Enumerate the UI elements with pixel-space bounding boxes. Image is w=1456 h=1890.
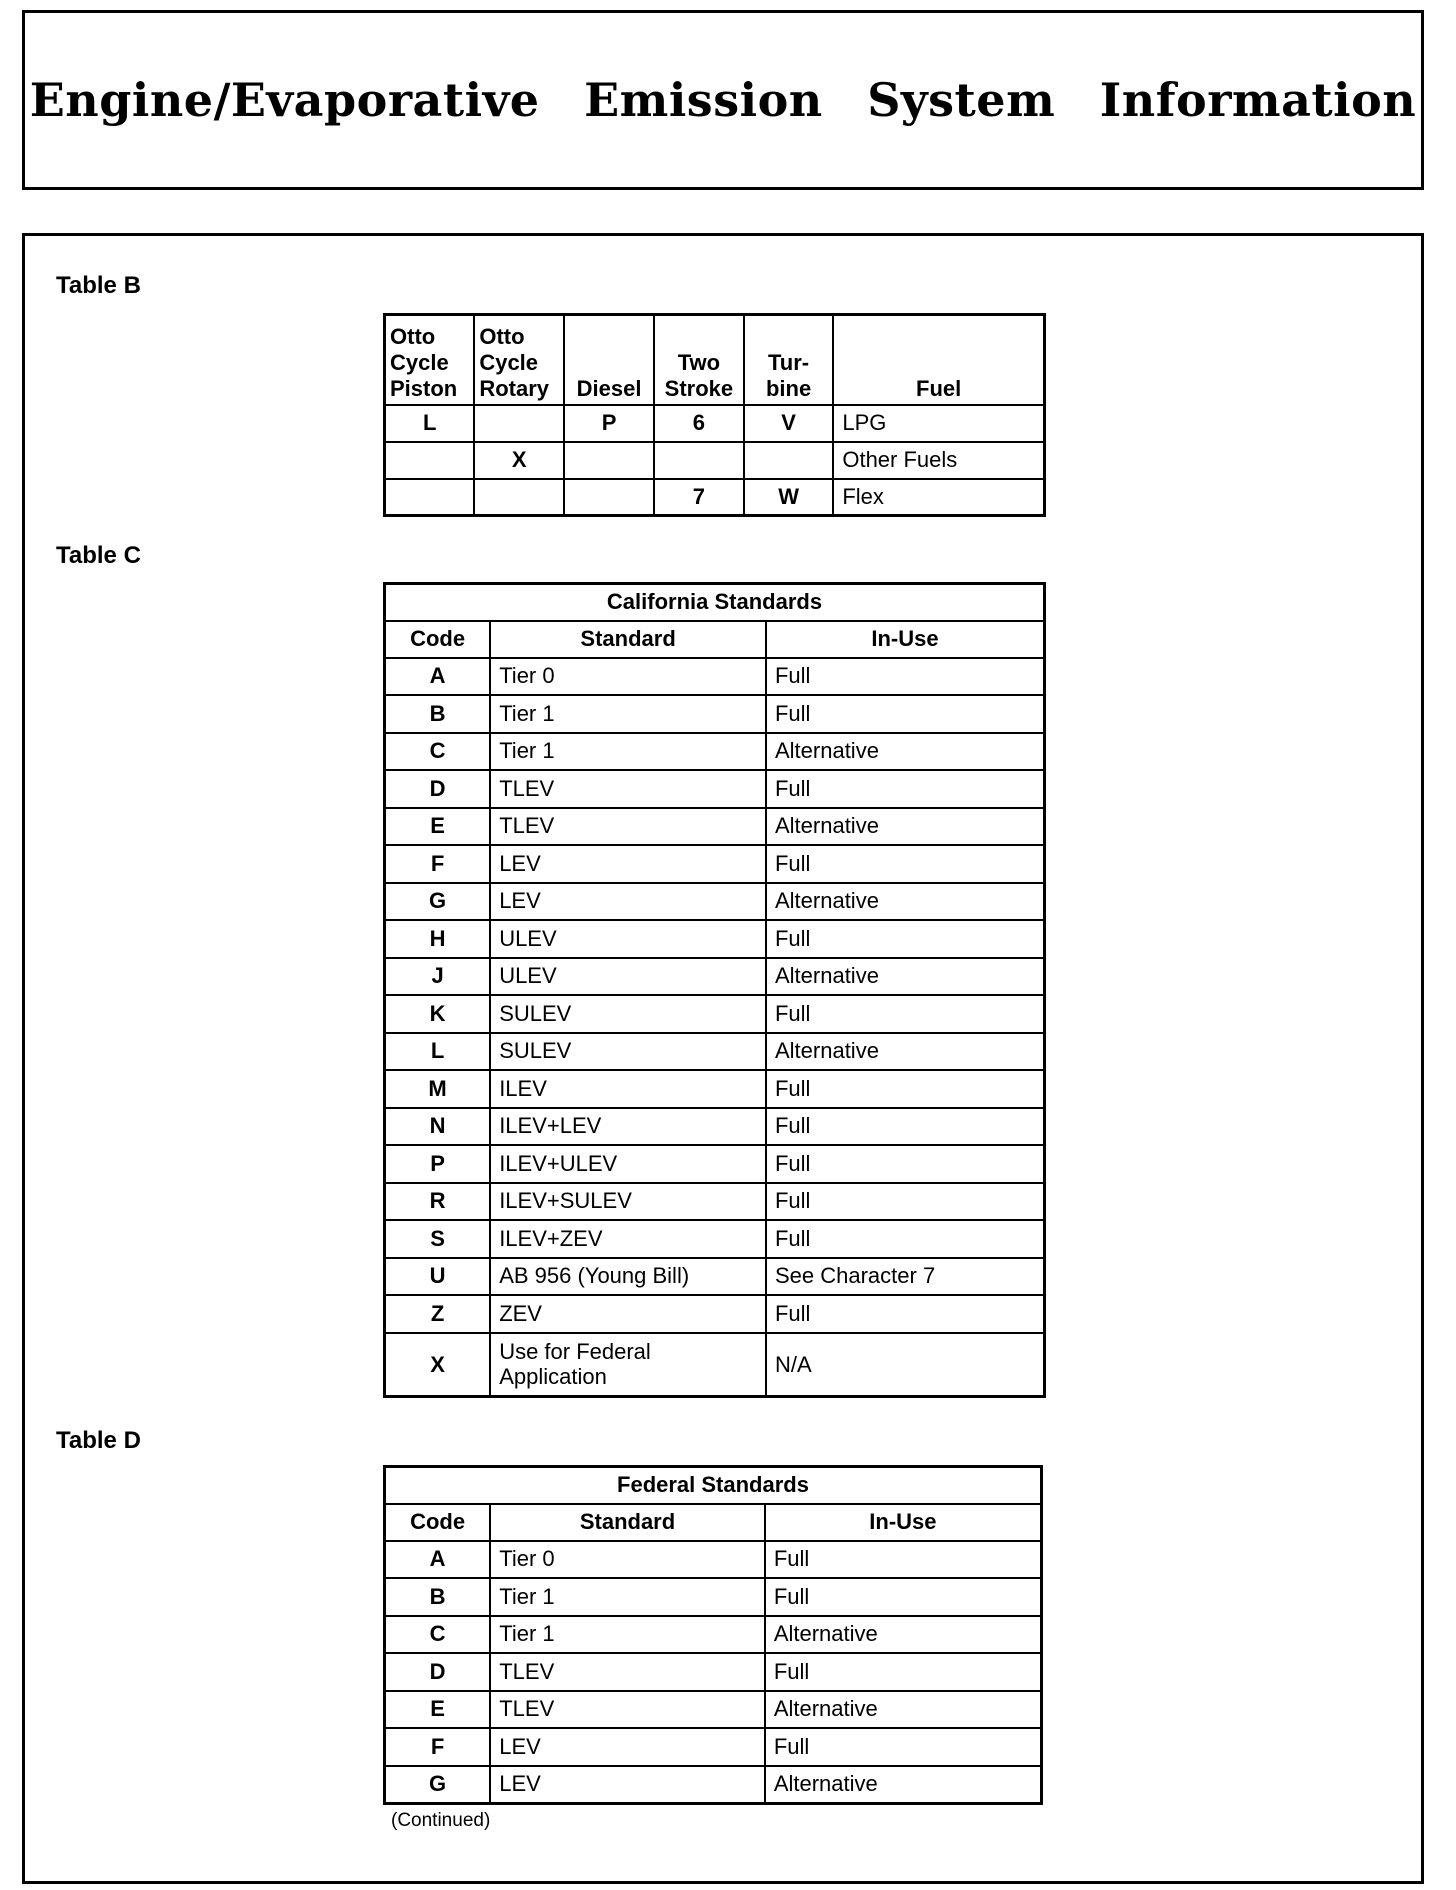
- table-c-row: [385, 1070, 1045, 1108]
- table-d-header-row: [385, 1504, 1042, 1541]
- table-b-header-row: [385, 315, 1045, 405]
- table-c-row: [385, 770, 1045, 808]
- table-c-row: [385, 883, 1045, 921]
- table-c-cell: Full: [766, 1295, 1045, 1333]
- table-b-cell: [474, 405, 564, 442]
- table-d-row: [385, 1691, 1042, 1729]
- table-d-header-in-use: In-Use: [765, 1504, 1042, 1541]
- table-c-cell: Alternative: [766, 958, 1045, 996]
- table-c-cell: Full: [766, 1183, 1045, 1221]
- table-c-row: [385, 1258, 1045, 1296]
- table-c-cell: H: [385, 920, 491, 958]
- table-b-cell: P: [564, 405, 654, 442]
- table-b-cell: W: [744, 479, 834, 516]
- table-d-cell: G: [385, 1766, 491, 1804]
- table-c-cell: ILEV+ZEV: [490, 1220, 766, 1258]
- table-c-cell: N/A: [766, 1333, 1045, 1397]
- table-b-cell: 6: [654, 405, 744, 442]
- table-c-cell: Alternative: [766, 733, 1045, 771]
- table-d-cell: TLEV: [490, 1691, 765, 1729]
- table-c-cell: ILEV+SULEV: [490, 1183, 766, 1221]
- table-c-cell: SULEV: [490, 1033, 766, 1071]
- table-d-cell: Tier 1: [490, 1578, 765, 1616]
- header-text: Two Stroke: [664, 349, 734, 401]
- table-c-cell: S: [385, 1220, 491, 1258]
- table-d-cell: Full: [765, 1653, 1042, 1691]
- table-c-cell: X: [385, 1333, 491, 1397]
- table-c-cell: C: [385, 733, 491, 771]
- table-c-row: [385, 1033, 1045, 1071]
- table-c-cell: M: [385, 1070, 491, 1108]
- table-c-cell: F: [385, 845, 491, 883]
- table-c-cell: LEV: [490, 883, 766, 921]
- table-c-cell: Full: [766, 995, 1045, 1033]
- table-c-header-row: [385, 621, 1045, 658]
- table-c-header-code: Code: [385, 621, 491, 658]
- table-d-cell: D: [385, 1653, 491, 1691]
- table-c-cell: Full: [766, 695, 1045, 733]
- table-d-cell: TLEV: [490, 1653, 765, 1691]
- table-c-cell: E: [385, 808, 491, 846]
- table-c-cell: Z: [385, 1295, 491, 1333]
- table-d: [383, 1465, 1043, 1805]
- table-c-cell: D: [385, 770, 491, 808]
- table-d-label: Table D: [56, 1427, 141, 1454]
- table-c-cell: Alternative: [766, 808, 1045, 846]
- table-d-cell: LEV: [490, 1766, 765, 1804]
- table-c-cell: ILEV+ULEV: [490, 1145, 766, 1183]
- table-c-caption-row: [385, 584, 1045, 621]
- table-c-cell: AB 956 (Young Bill): [490, 1258, 766, 1296]
- table-c-cell: TLEV: [490, 808, 766, 846]
- table-c-cell: Full: [766, 658, 1045, 696]
- table-c-cell: SULEV: [490, 995, 766, 1033]
- table-c-row: [385, 658, 1045, 696]
- table-d-row: [385, 1653, 1042, 1691]
- table-d-caption-row: [385, 1467, 1042, 1504]
- header-text: Otto Cycle Rotary: [479, 323, 550, 401]
- table-d-caption: Federal Standards: [385, 1467, 1042, 1504]
- table-c-row: [385, 1183, 1045, 1221]
- table-b-cell: LPG: [833, 405, 1044, 442]
- table-b-cell: [564, 442, 654, 479]
- table-c-label: Table C: [56, 542, 141, 569]
- title-box: [22, 10, 1424, 190]
- table-c-row: [385, 920, 1045, 958]
- table-c-row: [385, 1108, 1045, 1146]
- table-c-row: [385, 808, 1045, 846]
- table-c-row: [385, 1333, 1045, 1397]
- table-c-cell: Tier 0: [490, 658, 766, 696]
- table-c-cell: A: [385, 658, 491, 696]
- table-c-cell: Alternative: [766, 1033, 1045, 1071]
- table-d-cell: B: [385, 1578, 491, 1616]
- table-b-cell: [744, 442, 834, 479]
- table-c-cell: Full: [766, 845, 1045, 883]
- table-b-cell: V: [744, 405, 834, 442]
- table-d-cell: C: [385, 1616, 491, 1654]
- table-b-cell: X: [474, 442, 564, 479]
- table-c-cell: ULEV: [490, 920, 766, 958]
- table-b-header-otto-piston: [385, 315, 475, 405]
- table-b-cell: L: [385, 405, 475, 442]
- table-c-cell: TLEV: [490, 770, 766, 808]
- table-c-cell: L: [385, 1033, 491, 1071]
- table-c-cell: Use for Federal Application: [490, 1333, 766, 1397]
- table-b-cell: [474, 479, 564, 516]
- table-d-row: [385, 1578, 1042, 1616]
- header-text: Fuel: [916, 375, 962, 401]
- table-b-cell: 7: [654, 479, 744, 516]
- table-b-row: [385, 479, 1045, 516]
- table-c-cell: Alternative: [766, 883, 1045, 921]
- table-d-cell: Alternative: [765, 1616, 1042, 1654]
- table-c-cell: Full: [766, 770, 1045, 808]
- table-d-cell: Full: [765, 1541, 1042, 1579]
- table-c: [383, 582, 1046, 1398]
- table-d-cell: Tier 0: [490, 1541, 765, 1579]
- table-b-cell: Flex: [833, 479, 1044, 516]
- table-c-cell: ILEV+LEV: [490, 1108, 766, 1146]
- table-b-cell: [385, 442, 475, 479]
- table-c-row: [385, 958, 1045, 996]
- table-c-cell: Tier 1: [490, 733, 766, 771]
- table-c-cell: G: [385, 883, 491, 921]
- table-d-cell: F: [385, 1728, 491, 1766]
- table-b: [383, 313, 1046, 517]
- continued-note: (Continued): [391, 1810, 491, 1831]
- table-c-cell: Full: [766, 920, 1045, 958]
- table-d-row: [385, 1728, 1042, 1766]
- table-c-row: [385, 1145, 1045, 1183]
- table-b-header-diesel: [564, 315, 654, 405]
- table-c-row: [385, 995, 1045, 1033]
- table-c-row: [385, 1220, 1045, 1258]
- table-c-cell: Full: [766, 1145, 1045, 1183]
- table-c-cell: ULEV: [490, 958, 766, 996]
- table-c-row: [385, 695, 1045, 733]
- table-c-cell: Tier 1: [490, 695, 766, 733]
- table-b-cell: Other Fuels: [833, 442, 1044, 479]
- table-c-cell: ILEV: [490, 1070, 766, 1108]
- table-c-row: [385, 1295, 1045, 1333]
- table-c-cell: Full: [766, 1220, 1045, 1258]
- table-c-header-in-use: In-Use: [766, 621, 1045, 658]
- table-c-cell: B: [385, 695, 491, 733]
- table-d-cell: Full: [765, 1728, 1042, 1766]
- table-b-cell: [385, 479, 475, 516]
- table-c-cell: LEV: [490, 845, 766, 883]
- table-b-label: Table B: [56, 272, 141, 299]
- table-c-caption: California Standards: [385, 584, 1045, 621]
- table-d-cell: Full: [765, 1578, 1042, 1616]
- table-c-cell: P: [385, 1145, 491, 1183]
- table-d-row: [385, 1541, 1042, 1579]
- table-c-cell: ZEV: [490, 1295, 766, 1333]
- header-text: Otto Cycle Piston: [390, 323, 458, 401]
- table-b-cell: [654, 442, 744, 479]
- table-d-cell: Alternative: [765, 1691, 1042, 1729]
- table-d-cell: LEV: [490, 1728, 765, 1766]
- header-text: Diesel: [576, 375, 642, 401]
- table-c-row: [385, 845, 1045, 883]
- page-title: Engine/Evaporative Emission System Information: [29, 73, 1417, 127]
- table-d-header-standard: Standard: [490, 1504, 765, 1541]
- table-b-header-otto-rotary: [474, 315, 564, 405]
- table-b-header-two-stroke: [654, 315, 744, 405]
- table-c-cell: R: [385, 1183, 491, 1221]
- table-c-cell: N: [385, 1108, 491, 1146]
- table-d-header-code: Code: [385, 1504, 491, 1541]
- table-c-row: [385, 733, 1045, 771]
- table-c-cell: See Character 7: [766, 1258, 1045, 1296]
- table-c-cell: U: [385, 1258, 491, 1296]
- table-b-row: [385, 405, 1045, 442]
- table-d-row: [385, 1766, 1042, 1804]
- table-d-row: [385, 1616, 1042, 1654]
- table-b-cell: [564, 479, 654, 516]
- table-c-header-standard: Standard: [490, 621, 766, 658]
- table-d-cell: Tier 1: [490, 1616, 765, 1654]
- table-b-row: [385, 442, 1045, 479]
- table-c-cell: K: [385, 995, 491, 1033]
- table-b-header-turbine: [744, 315, 834, 405]
- table-b-header-fuel: [833, 315, 1044, 405]
- header-text: Tur- bine: [765, 349, 812, 401]
- table-d-cell: E: [385, 1691, 491, 1729]
- table-c-cell: Full: [766, 1108, 1045, 1146]
- table-d-cell: A: [385, 1541, 491, 1579]
- table-d-cell: Alternative: [765, 1766, 1042, 1804]
- table-c-cell: J: [385, 958, 491, 996]
- table-c-cell: Full: [766, 1070, 1045, 1108]
